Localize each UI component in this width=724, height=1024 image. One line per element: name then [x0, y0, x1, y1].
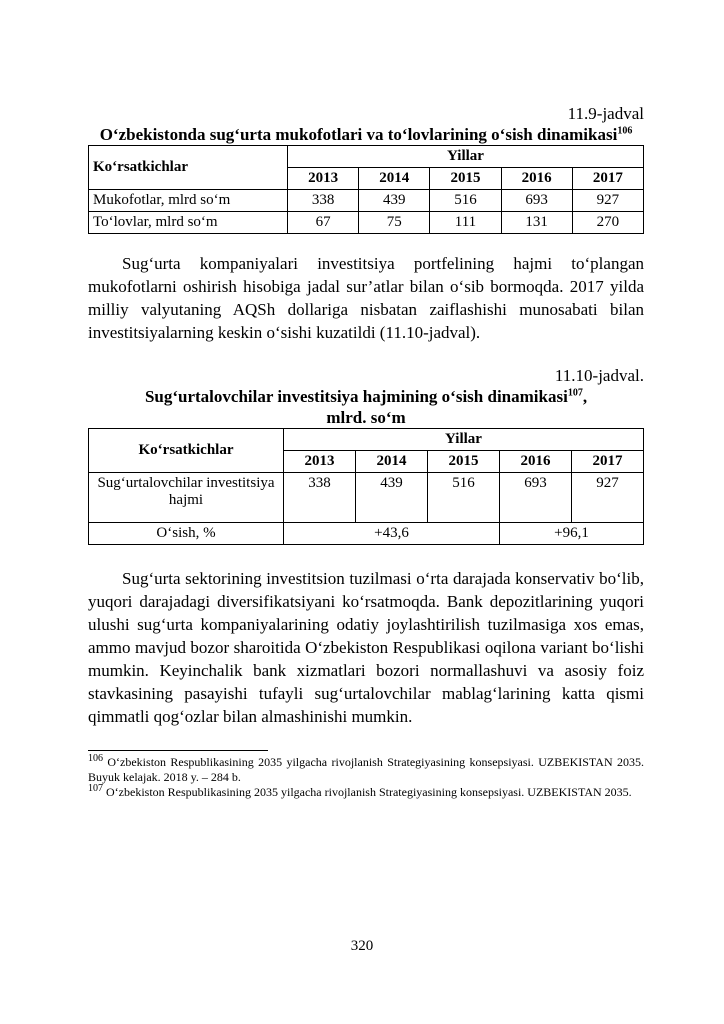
row-label: Mukofotlar, mlrd so‘m	[89, 190, 288, 212]
footnote-text: O‘zbekiston Respublikasining 2035 yilgacha rivojlanish Strategiyasining konsepsiyasi. UZBEKISTAN 2035.	[103, 785, 632, 799]
table-title-text: Sug‘urtalovchilar investitsiya hajmining o‘sish dinamikasi	[144, 387, 568, 406]
table-row	[89, 212, 644, 234]
footnote-number: 107	[88, 783, 103, 794]
cell: 927	[572, 473, 644, 523]
cell: 131	[501, 212, 572, 234]
cell: 927	[572, 190, 643, 212]
years-header: Yillar	[284, 429, 644, 451]
year-header: 2016	[501, 168, 572, 190]
table-row	[89, 473, 644, 523]
footnote	[88, 785, 644, 800]
investment-table	[88, 428, 644, 545]
title-comma: ,	[582, 387, 588, 406]
table-title-text: O‘zbekistonda sug‘urta mukofotlari va to‘lovlarining o‘sish dinamikasi	[99, 125, 618, 144]
cell: 75	[359, 212, 430, 234]
year-header: 2017	[572, 168, 643, 190]
cell: 693	[501, 190, 572, 212]
footnote-ref: 106	[617, 125, 633, 137]
cell: 516	[430, 190, 501, 212]
footnote-divider	[88, 750, 268, 751]
insurance-table	[88, 145, 644, 234]
table-title	[88, 124, 644, 145]
body-paragraph: Sug‘urta sektorining investitsion tuzilmasi o‘rta darajada konservativ bo‘lib, yuqori darajadagi diversifikatsiyani ko‘rsatmoqda. Bank depozitlarining yuqori ulushi sug‘urta kompaniyalarining odatiy joylashtirilish tuzilmasiga xos emas, ammo mavjud bozor sharoitida O‘zbekiston Respublikasi oqilona variant bo‘lishi mumkin. Keyinchalik bank xizmatlari bozori normallashuvi va asosiy foiz stavkasining pasayishi tufayli sug‘urtalovchilar mablag‘larining katta qismi qimmatli qog‘ozlar bilan almashinishi mumkin.	[88, 569, 644, 726]
table-label: 11.10-jadval.	[554, 366, 644, 385]
cell: 111	[430, 212, 501, 234]
year-header: 2013	[288, 168, 359, 190]
indicators-header: Ko‘rsatkichlar	[89, 429, 284, 473]
year-header: 2013	[284, 451, 356, 473]
year-header: 2015	[430, 168, 501, 190]
page-content	[88, 0, 644, 800]
row-label: Sug‘urtalovchilar investitsiya hajmi	[89, 473, 284, 523]
footnote-ref: 107	[567, 387, 583, 399]
table-title-unit: mlrd. so‘m	[326, 408, 406, 427]
year-header: 2014	[359, 168, 430, 190]
row-label: To‘lovlar, mlrd so‘m	[89, 212, 288, 234]
cell: +96,1	[500, 523, 644, 545]
footnote-text: O‘zbekiston Respublikasining 2035 yilgacha rivojlanish Strategiyasining konsepsiyasi. UZBEKISTAN 2035. Buyuk kelajak. 2018 y. – 284 b.	[88, 755, 644, 784]
cell: +43,6	[284, 523, 500, 545]
cell: 67	[288, 212, 359, 234]
body-paragraph: Sug‘urta kompaniyalari investitsiya portfelining hajmi to‘plangan mukofotlarni oshirish hisobiga jadal sur’atlar bilan o‘sib bormoqda. 2017 yilda milliy valyutaning AQSh dollariga nisbatan zaiflashishi munosabati bilan investitsiyalarning keskin o‘sishi kuzatildi (11.10-jadval).	[88, 254, 644, 342]
indicators-header: Ko‘rsatkichlar	[89, 146, 288, 190]
year-header: 2016	[500, 451, 572, 473]
cell: 693	[500, 473, 572, 523]
year-header: 2015	[428, 451, 500, 473]
table-title	[88, 386, 644, 428]
footnote	[88, 755, 644, 785]
year-header: 2014	[356, 451, 428, 473]
cell: 439	[359, 190, 430, 212]
cell: 270	[572, 212, 643, 234]
year-header: 2017	[572, 451, 644, 473]
cell: 338	[284, 473, 356, 523]
cell: 338	[288, 190, 359, 212]
cell: 439	[356, 473, 428, 523]
table-label: 11.9-jadval	[567, 104, 644, 123]
table-row	[89, 523, 644, 545]
table-row	[89, 190, 644, 212]
cell: 516	[428, 473, 500, 523]
years-header: Yillar	[288, 146, 644, 168]
footnote-number: 106	[88, 753, 103, 764]
page-number: 320	[350, 938, 374, 954]
row-label: O‘sish, %	[89, 523, 284, 545]
